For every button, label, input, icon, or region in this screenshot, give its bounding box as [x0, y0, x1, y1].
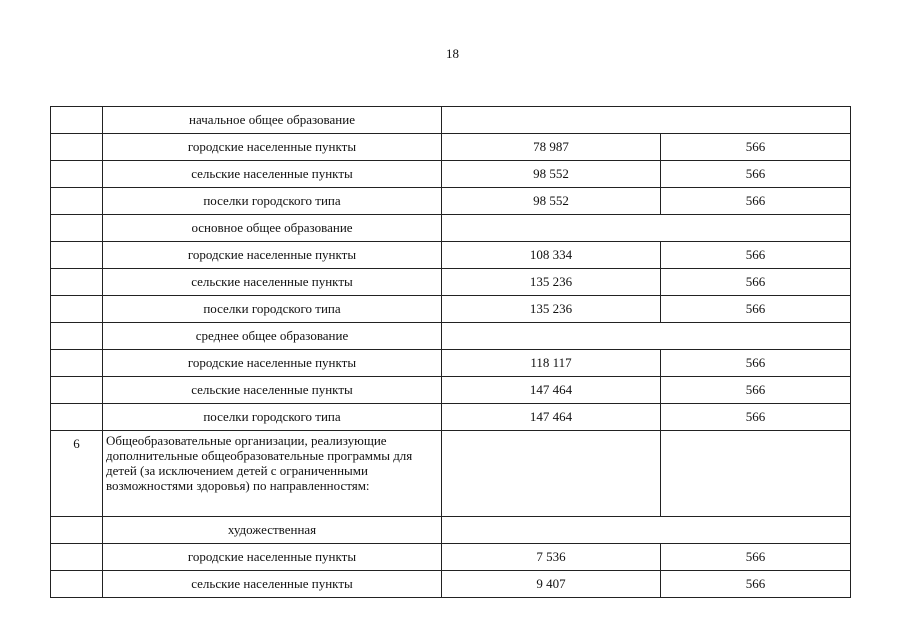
tariff-table: [50, 106, 851, 598]
table-row: [51, 544, 851, 571]
row-label-cell: городские населенные пункты: [103, 242, 442, 269]
row-number-cell: [51, 107, 103, 134]
row-number-cell: [51, 323, 103, 350]
empty-merged-cell: [442, 107, 851, 134]
row-extra-cell: 566: [661, 377, 851, 404]
table-row: [51, 350, 851, 377]
row-number-cell: [51, 544, 103, 571]
table-row: [51, 188, 851, 215]
empty-merged-cell: [442, 215, 851, 242]
row-value-cell: 147 464: [442, 404, 661, 431]
row-number-cell: [51, 188, 103, 215]
row-value-cell: 135 236: [442, 296, 661, 323]
row-value-cell: 108 334: [442, 242, 661, 269]
row-extra-cell: 566: [661, 134, 851, 161]
table-row: [51, 215, 851, 242]
row-extra-cell: 566: [661, 404, 851, 431]
table-row: [51, 377, 851, 404]
table-row: [51, 242, 851, 269]
row-extra-cell: 566: [661, 544, 851, 571]
row-number-cell: [51, 350, 103, 377]
page-number: 18: [446, 46, 459, 61]
row-label-cell: Общеобразовательные организации, реализующие дополнительные общеобразовательные программы для детей (за исключением детей с ограниченными возможностями здоровья) по направленностям:: [103, 431, 442, 517]
row-label-cell: городские населенные пункты: [103, 350, 442, 377]
row-extra-cell: 566: [661, 161, 851, 188]
row-number-cell: [51, 377, 103, 404]
table-row: [51, 161, 851, 188]
row-value-cell: 147 464: [442, 377, 661, 404]
table-row: [51, 571, 851, 598]
row-label-cell: среднее общее образование: [103, 323, 442, 350]
empty-merged-cell: [442, 517, 851, 544]
row-label-cell: городские населенные пункты: [103, 544, 442, 571]
row-number-cell: [51, 296, 103, 323]
row-number-cell: [51, 404, 103, 431]
row-number-cell: [51, 242, 103, 269]
empty-value-cell: [442, 431, 661, 517]
row-label-cell: сельские населенные пункты: [103, 571, 442, 598]
row-value-cell: 98 552: [442, 188, 661, 215]
row-label-cell: основное общее образование: [103, 215, 442, 242]
row-label-cell: городские населенные пункты: [103, 134, 442, 161]
table-row: [51, 296, 851, 323]
row-value-cell: 9 407: [442, 571, 661, 598]
row-number-cell: [51, 161, 103, 188]
row-label-cell: сельские населенные пункты: [103, 377, 442, 404]
row-label-cell: поселки городского типа: [103, 296, 442, 323]
row-number-cell: [51, 571, 103, 598]
table-row: [51, 404, 851, 431]
empty-merged-cell: [442, 323, 851, 350]
row-number-cell: [51, 269, 103, 296]
row-number-cell: [51, 517, 103, 544]
row-number-cell: [51, 134, 103, 161]
row-label-cell: сельские населенные пункты: [103, 161, 442, 188]
table-row: [51, 517, 851, 544]
row-value-cell: 135 236: [442, 269, 661, 296]
row-value-cell: 98 552: [442, 161, 661, 188]
row-extra-cell: 566: [661, 350, 851, 377]
row-value-cell: 7 536: [442, 544, 661, 571]
table-row: [51, 323, 851, 350]
row-value-cell: 78 987: [442, 134, 661, 161]
table-row: [51, 431, 851, 517]
row-label-cell: поселки городского типа: [103, 188, 442, 215]
row-number-cell: 6: [51, 431, 103, 517]
row-label-cell: художественная: [103, 517, 442, 544]
table-row: [51, 107, 851, 134]
row-label-cell: начальное общее образование: [103, 107, 442, 134]
table-row: [51, 269, 851, 296]
row-extra-cell: 566: [661, 188, 851, 215]
row-label-cell: сельские населенные пункты: [103, 269, 442, 296]
row-value-cell: 118 117: [442, 350, 661, 377]
row-extra-cell: 566: [661, 296, 851, 323]
table-row: [51, 134, 851, 161]
row-extra-cell: 566: [661, 269, 851, 296]
row-extra-cell: 566: [661, 571, 851, 598]
row-label-cell: поселки городского типа: [103, 404, 442, 431]
empty-extra-cell: [661, 431, 851, 517]
row-number-cell: [51, 215, 103, 242]
row-extra-cell: 566: [661, 242, 851, 269]
